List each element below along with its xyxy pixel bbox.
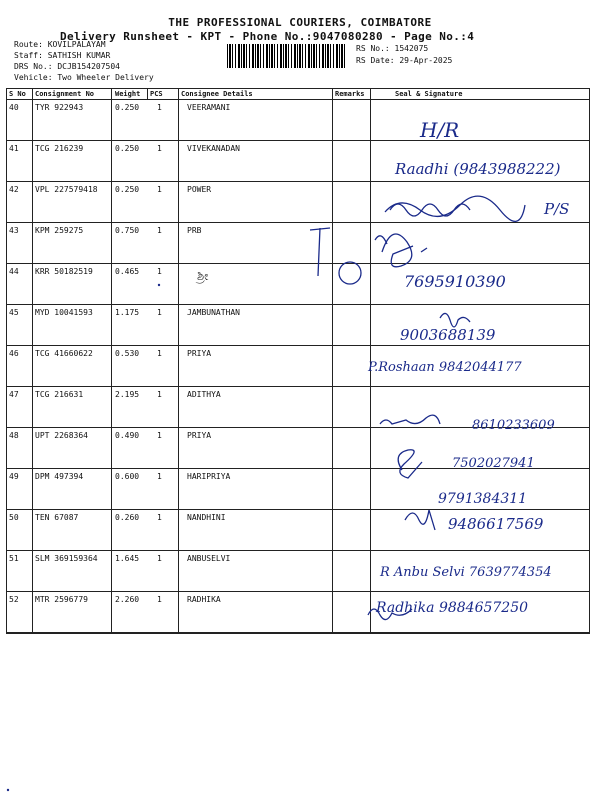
row-consignee: NANDHINI	[187, 513, 226, 522]
row-sno: 41	[9, 144, 19, 153]
staff-label: Staff: SATHISH KUMAR	[14, 51, 111, 60]
row-sno: 48	[9, 431, 19, 440]
signature-scribble	[368, 609, 412, 620]
row-pcs: 1	[157, 513, 162, 522]
signature-scribble	[390, 204, 470, 216]
row-sno: 43	[9, 226, 19, 235]
row-consignment: UPT 2268364	[35, 431, 88, 440]
row-consignment: VPL 227579418	[35, 185, 98, 194]
row-sno: 45	[9, 308, 19, 317]
signature-row-44: 7695910390	[404, 272, 506, 291]
row-sno: 46	[9, 349, 19, 358]
col-remarks: Remarks	[335, 90, 365, 98]
row-pcs: 1	[157, 431, 162, 440]
row-consignee: ANBUSELVI	[187, 554, 231, 563]
col-sno: S No	[9, 90, 26, 98]
signature-row-52: Radhika 9884657250	[376, 600, 529, 616]
row-consignee: RADHIKA	[187, 595, 221, 604]
row-consignee: ಶ್ರೀ	[197, 269, 209, 284]
signature-row-47: 8610233609	[472, 418, 555, 433]
row-sno: 52	[9, 595, 19, 604]
row-consignee: PRB	[187, 226, 202, 235]
signature-scribble	[382, 234, 427, 267]
row-weight: 0.250	[115, 103, 140, 112]
row-pcs: 1	[157, 103, 162, 112]
row-consignee: ADITHYA	[187, 390, 221, 399]
signature-scribble	[380, 415, 440, 424]
row-consignment: TCG 216631	[35, 390, 84, 399]
col-consignment: Consignment No	[35, 90, 95, 98]
row-weight: 0.260	[115, 513, 140, 522]
row-sno: 40	[9, 103, 19, 112]
row-consignment: MYD 10041593	[35, 308, 93, 317]
row-pcs: 1	[157, 144, 162, 153]
remarks-mark	[339, 262, 361, 284]
signature-row-45: 9003688139	[400, 326, 496, 344]
drs-label: DRS No.: DCJB154207504	[14, 62, 120, 71]
signature-scribble	[440, 313, 470, 327]
signature-row-41: Raadhi (9843988222)	[395, 160, 561, 178]
row-consignee: PRIYA	[187, 349, 212, 358]
row-pcs: 1	[157, 267, 162, 276]
row-weight: 0.530	[115, 349, 140, 358]
row-consignee: JAMBUNATHAN	[187, 308, 240, 317]
vehicle-label: Vehicle: Two Wheeler Delivery	[14, 73, 154, 82]
signature-scribble	[398, 450, 422, 478]
row-weight: 0.250	[115, 144, 140, 153]
row-pcs: 1	[157, 554, 162, 563]
row-sno: 49	[9, 472, 19, 481]
col-signature: Seal & Signature	[395, 90, 463, 98]
row-sno: 42	[9, 185, 19, 194]
row-pcs: 1	[157, 185, 162, 194]
rs-number: RS No.: 1542075	[356, 44, 429, 53]
row-consignment: TYR 922943	[35, 103, 84, 112]
row-weight: 0.465	[115, 267, 140, 276]
row-consignment: TCG 216239	[35, 144, 84, 153]
signature-row-50: 9486617569	[448, 515, 544, 533]
row-consignee: PRIYA	[187, 431, 212, 440]
row-weight: 0.250	[115, 185, 140, 194]
row-consignment: SLM 369159364	[35, 554, 98, 563]
row-consignee: POWER	[187, 185, 212, 194]
row-consignment: KRR 50182519	[35, 267, 93, 276]
signature-row-42: P/S	[544, 200, 570, 218]
row-sno: 44	[9, 267, 19, 276]
row-consignee: VIVEKANADAN	[187, 144, 240, 153]
col-weight: Weight	[115, 90, 141, 98]
row-weight: 2.195	[115, 390, 140, 399]
runsheet-title: Delivery Runsheet - KPT - Phone No.:9047080280 - Page No.:4	[60, 30, 475, 43]
signature-row-49: 9791384311	[438, 491, 528, 507]
route-label: Route: KOVILPALAYAM	[14, 40, 106, 49]
row-pcs: 1	[157, 308, 162, 317]
signature-scribble	[405, 510, 435, 530]
signature-row-48: 7502027941	[452, 456, 535, 471]
row-pcs: 1	[157, 349, 162, 358]
row-weight: 2.260	[115, 595, 140, 604]
rs-date: RS Date: 29-Apr-2025	[356, 56, 453, 65]
stray-marks	[7, 284, 160, 791]
row-weight: 0.490	[115, 431, 140, 440]
row-consignee: VEERAMANI	[187, 103, 231, 112]
col-pcs: PCS	[150, 90, 163, 98]
row-consignment: DPM 497394	[35, 472, 84, 481]
row-pcs: 1	[157, 390, 162, 399]
row-consignment: TEN 67087	[35, 513, 79, 522]
row-sno: 51	[9, 554, 19, 563]
row-weight: 0.600	[115, 472, 140, 481]
row-consignment: KPM 259275	[35, 226, 84, 235]
signature-row-40: H/R	[420, 118, 460, 142]
col-consignee: Consignee Details	[181, 90, 253, 98]
row-sno: 50	[9, 513, 19, 522]
row-pcs: 1	[157, 595, 162, 604]
signature-row-51: R Anbu Selvi 7639774354	[380, 565, 552, 580]
row-weight: 0.750	[115, 226, 140, 235]
remarks-mark	[310, 228, 330, 276]
row-consignment: TCG 41660622	[35, 349, 93, 358]
row-weight: 1.175	[115, 308, 140, 317]
row-pcs: 1	[157, 472, 162, 481]
row-weight: 1.645	[115, 554, 140, 563]
row-pcs: 1	[157, 226, 162, 235]
row-consignment: MTR 2596779	[35, 595, 88, 604]
company-title: THE PROFESSIONAL COURIERS, COIMBATORE	[168, 16, 432, 29]
row-consignee: HARIPRIYA	[187, 472, 231, 481]
signature-row-46: P.Roshaan 9842044177	[368, 360, 522, 375]
row-sno: 47	[9, 390, 19, 399]
